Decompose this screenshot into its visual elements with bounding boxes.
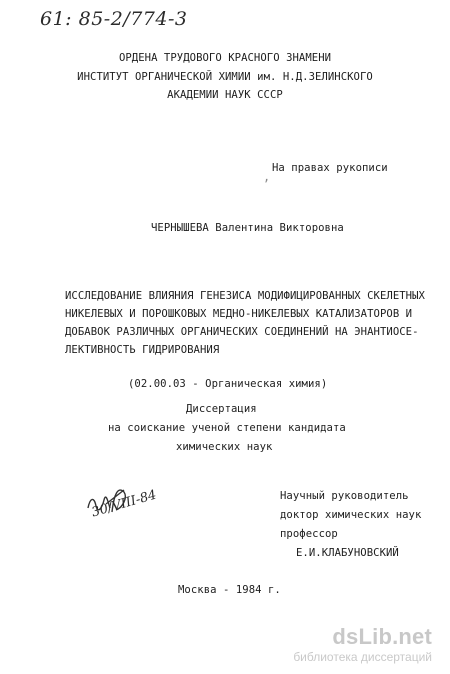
specialty-code: (02.00.03 - Органическая химия) xyxy=(128,378,328,390)
title-line-3: ДОБАВОК РАЗЛИЧНЫХ ОРГАНИЧЕСКИХ СОЕДИНЕНИЙ НА ЭНАНТИОСЕ- xyxy=(65,326,419,338)
institution-line-3: АКАДЕМИИ НАУК СССР xyxy=(167,89,283,101)
place-year: Москва - 1984 г. xyxy=(178,584,281,596)
dissertation-line-1: Диссертация xyxy=(186,403,257,415)
supervisor-line-2: доктор химических наук xyxy=(280,509,422,521)
archive-number: 61: 85-2/774-3 xyxy=(40,8,188,30)
handwritten-date: 30/VIII-84 xyxy=(90,487,159,521)
dissertation-line-3: химических наук xyxy=(176,441,273,453)
supervisor-line-3: профессор xyxy=(280,528,338,540)
watermark-subtitle: библиотека диссертаций xyxy=(293,650,432,664)
watermark-logo: dsLib.net xyxy=(332,624,432,649)
supervisor-line-4: Е.И.КЛАБУНОВСКИЙ xyxy=(296,547,399,559)
institution-line-1: ОРДЕНА ТРУДОВОГО КРАСНОГО ЗНАМЕНИ xyxy=(118,52,332,64)
handwritten-date-note xyxy=(84,478,188,536)
title-line-2: НИКЕЛЕВЫХ И ПОРОШКОВЫХ МЕДНО-НИКЕЛЕВЫХ КАТАЛИЗАТОРОВ И xyxy=(65,308,413,320)
title-line-4: ЛЕКТИВНОСТЬ ГИДРИРОВАНИЯ xyxy=(65,344,220,356)
dissertation-line-2: на соискание ученой степени кандидата xyxy=(108,422,346,434)
margin-mark-icon: , xyxy=(263,170,271,184)
institution-line-2: ИНСТИТУТ ОРГАНИЧЕСКОЙ ХИМИИ им. Н.Д.ЗЕЛИНСКОГО xyxy=(77,71,373,83)
rights-notice: На правах рукописи xyxy=(272,162,388,174)
watermark xyxy=(293,626,432,664)
author-name: ЧЕРНЫШЕВА Валентина Викторовна xyxy=(151,222,344,234)
title-line-1: ИССЛЕДОВАНИЕ ВЛИЯНИЯ ГЕНЕЗИСА МОДИФИЦИРОВАННЫХ СКЕЛЕТНЫХ xyxy=(65,290,425,302)
supervisor-line-1: Научный руководитель xyxy=(280,490,409,502)
